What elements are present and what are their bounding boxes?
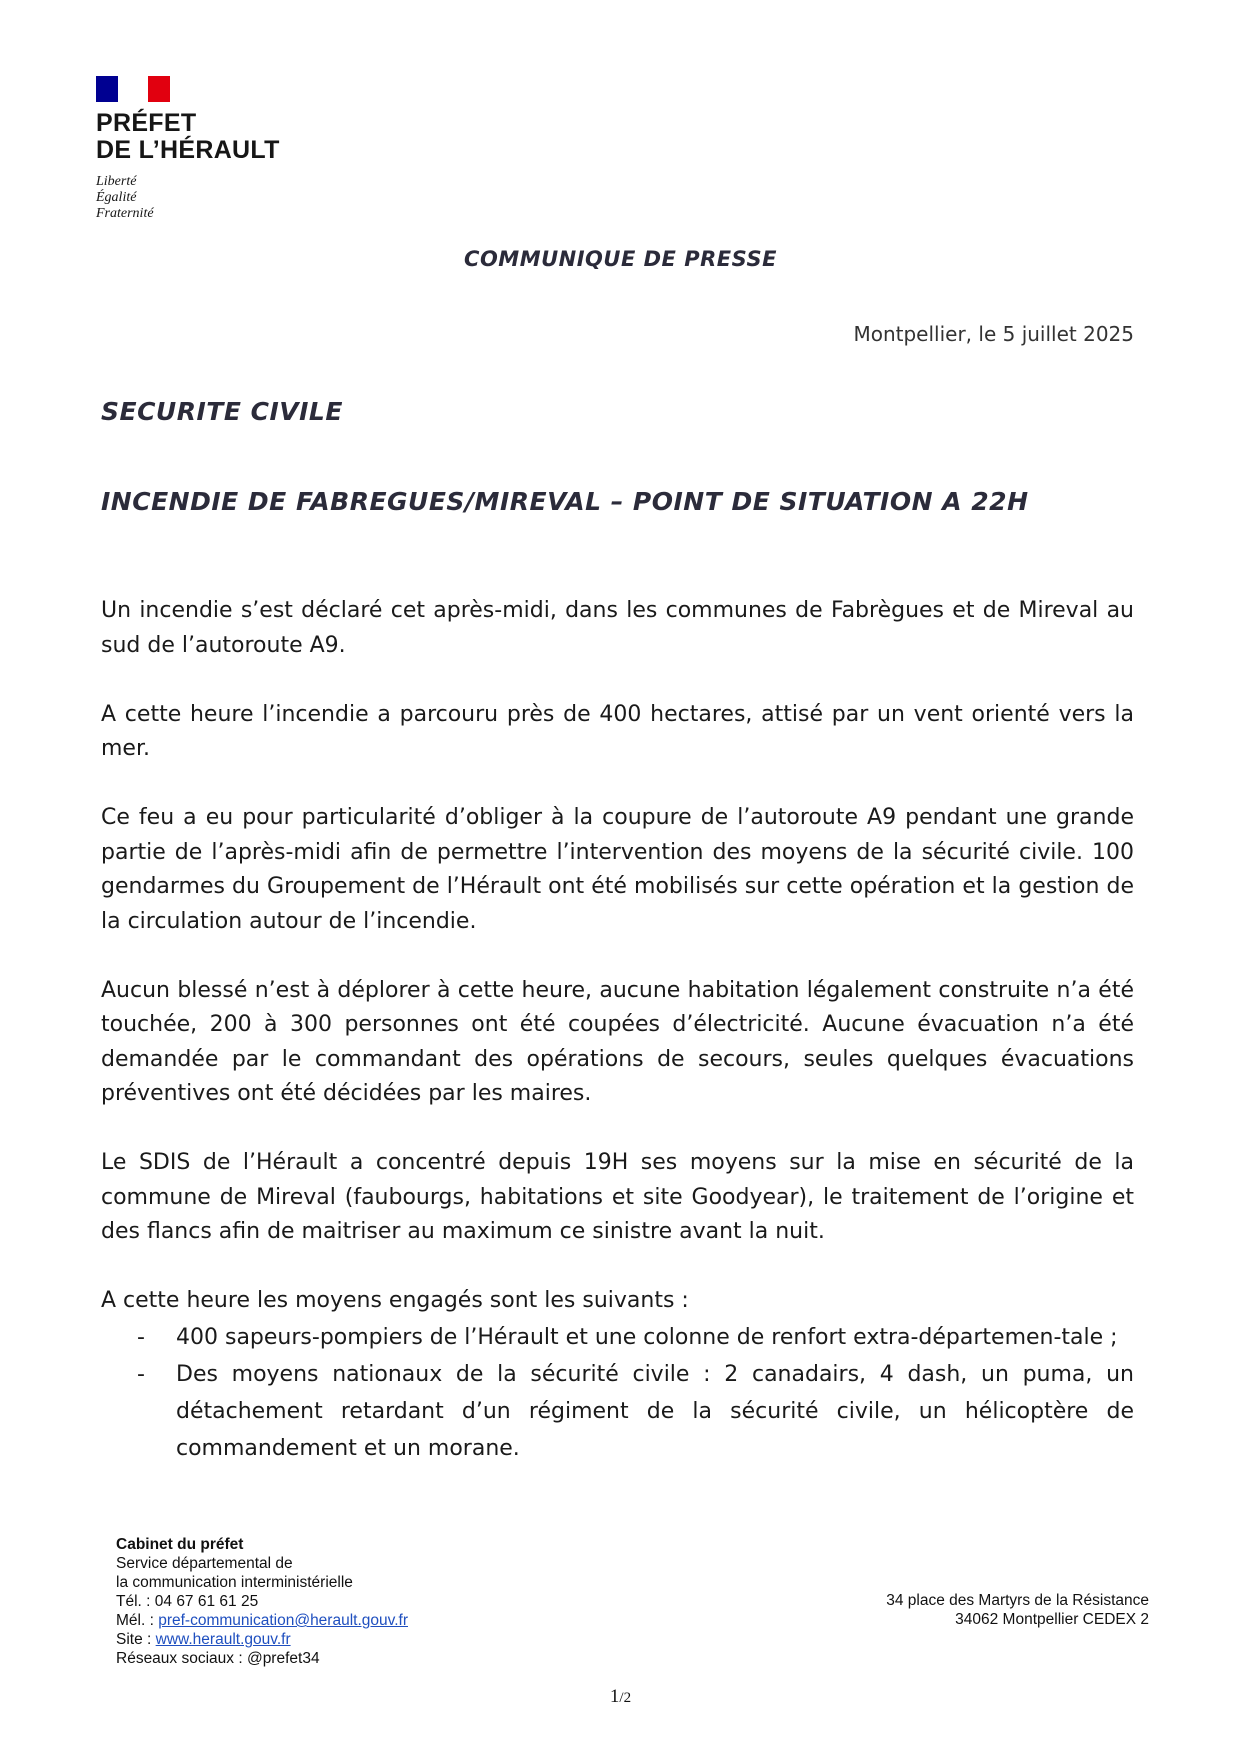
- service-line-1: Service départemental de: [116, 1555, 293, 1572]
- logo-line-2: DE L’HÉRAULT: [96, 136, 280, 164]
- social-line: Réseaux sociaux : @prefet34: [116, 1650, 320, 1667]
- phone-label: Tél. :: [116, 1593, 151, 1610]
- marianne-flag-icon: [96, 76, 170, 102]
- site-label: Site :: [116, 1631, 152, 1648]
- bullet-dash: -: [137, 1361, 145, 1387]
- page-number: [0, 1686, 1241, 1708]
- site-line: [116, 1630, 408, 1649]
- bullet-dash: -: [137, 1324, 145, 1350]
- address-line-1: 34 place des Martyrs de la Résistance: [886, 1592, 1149, 1609]
- press-release-text: COMMUNIQUE DE PRESSE: [464, 247, 777, 271]
- republic-motto: [96, 174, 336, 222]
- motto-fraternite: Fraternité: [96, 206, 154, 221]
- resources-list: [101, 1319, 1134, 1467]
- date-line: Montpellier, le 5 juillet 2025: [853, 322, 1134, 346]
- paragraph-2: A cette heure l’incendie a parcouru près de 400 hectares, attisé par un vent orienté vers la mer.: [101, 701, 1134, 761]
- press-release-label: [0, 247, 1241, 271]
- main-title: INCENDIE DE FABREGUES/MIREVAL – POINT DE SITUATION A 22H: [101, 487, 1029, 516]
- service-line-2: la communication interministérielle: [116, 1574, 353, 1591]
- cabinet-label: Cabinet du préfet: [116, 1536, 244, 1553]
- email-link[interactable]: pref-communication@herault.gouv.fr: [158, 1612, 408, 1629]
- contact-block: [116, 1535, 408, 1668]
- list-intro: A cette heure les moyens engagés sont les suivants :: [101, 1288, 689, 1313]
- motto-liberte: Liberté: [96, 174, 137, 189]
- page-current: 1: [609, 1686, 620, 1707]
- paragraph-1: Un incendie s’est déclaré cet après-midi, dans les communes de Fabrègues et de Mireval au sud de l’autoroute A9.: [101, 598, 1134, 658]
- paragraph-3: Ce feu a eu pour particularité d’obliger à la coupure de l’autoroute A9 pendant une grande partie de l’après-midi afin de permettre l’intervention des moyens de la sécurité civile. 100 gendarmes du Groupement de l’Hérault ont été mobilisés sur cette opération et la gestion de la circulation autour de l’incendie.: [101, 805, 1134, 934]
- address-line-2: 34062 Montpellier CEDEX 2: [955, 1611, 1149, 1628]
- page-total: /2: [619, 1690, 632, 1706]
- website-link[interactable]: www.herault.gouv.fr: [155, 1631, 291, 1648]
- phone-number: 04 67 61 61 25: [154, 1593, 259, 1610]
- logo-line-1: PRÉFET: [96, 109, 197, 137]
- list-item-text: 400 sapeurs-pompiers de l’Hérault et une colonne de renfort extra-départemen-tale ;: [176, 1324, 1118, 1350]
- list-item-text: Des moyens nationaux de la sécurité civile : 2 canadairs, 4 dash, un puma, un détachement retardant d’un régiment de la sécurité civile, un hélicoptère de commandement et un morane.: [176, 1361, 1134, 1461]
- email-label: Mél. :: [116, 1612, 154, 1629]
- section-title: SECURITE CIVILE: [101, 397, 343, 426]
- logo-title: [96, 110, 336, 164]
- phone-line: [116, 1592, 408, 1611]
- address-block: [886, 1591, 1149, 1629]
- prefecture-logo: [96, 76, 336, 222]
- body-text: [101, 594, 1134, 1467]
- list-item: [101, 1319, 1134, 1356]
- paragraph-5: Le SDIS de l’Hérault a concentré depuis 19H ses moyens sur la mise en sécurité de la commune de Mireval (faubourgs, habitations et site Goodyear), le traitement de l’origine et des flancs afin de maitriser au maximum ce sinistre avant la nuit.: [101, 1150, 1134, 1244]
- motto-egalite: Égalité: [96, 190, 137, 205]
- list-item: [101, 1356, 1134, 1467]
- paragraph-4: Aucun blessé n’est à déplorer à cette heure, aucune habitation légalement construite n’a été touchée, 200 à 300 personnes ont été coupées d’électricité. Aucune évacuation n’a été demandée par le commandant des opérations de secours, seules quelques évacuations préventives ont été décidées par les maires.: [101, 977, 1134, 1106]
- email-line: [116, 1611, 408, 1630]
